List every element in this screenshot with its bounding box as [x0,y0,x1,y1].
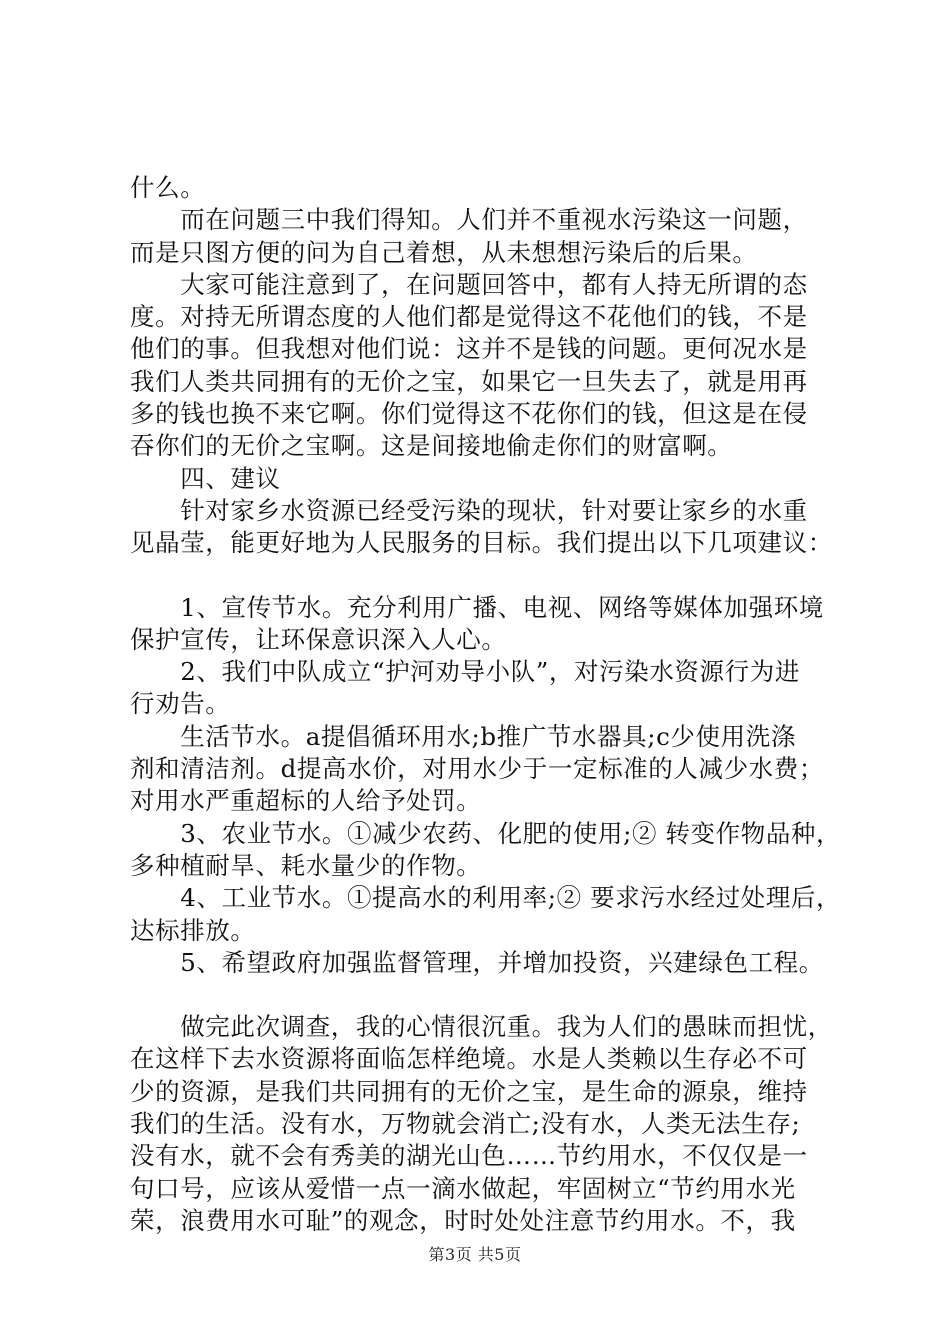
text-line: 而在问题三中我们得知。人们并不重视水污染这一问题， [130,205,808,235]
text-line: 见晶莹，能更好地为人民服务的目标。我们提出以下几项建议： [130,528,833,558]
list-item-line: 生活节水。a提倡循环用水;b推广节水器具;c少使用洗涤 [130,721,796,751]
text-line: 度。对持无所谓态度的人他们都是觉得这不花他们的钱，不是 [130,302,808,332]
text-line: 他们的事。但我想对他们说：这并不是钱的问题。更何况水是 [130,334,808,364]
text-line: 针对家乡水资源已经受污染的现状，针对要让家乡的水重 [130,495,808,525]
list-item-line: 行劝告。 [130,689,231,719]
list-item-line: 4、工业节水。①提高水的利用率;② 要求污水经过处理后， [130,883,842,913]
text-line: 我们的生活。没有水，万物就会消亡;没有水，人类无法生存; [130,1109,801,1139]
blank-line [130,979,830,1011]
text-line: 多的钱也换不来它啊。你们觉得这不花你们的钱，但这是在侵 [130,399,808,429]
text-line: 我们人类共同拥有的无价之宝，如果它一旦失去了，就是用再 [130,366,808,396]
page-number-footer: 第3页 共5页 [428,1245,522,1264]
document-body [130,172,842,1237]
section-heading: 四、建议 [130,463,281,493]
text-line: 在这样下去水资源将面临怎样绝境。水是人类赖以生存必不可 [130,1044,808,1074]
list-item-line: 5、希望政府加强监督管理，并增加投资，兴建绿色工程。 [130,947,824,977]
list-item-line: 剂和清洁剂。d提高水价，对用水少于一定标准的人减少水费； [130,754,824,784]
list-item-line: 达标排放。 [130,915,256,945]
blank-line [130,560,830,592]
text-line: 而是只图方便的问为自己着想，从未想想污染后的后果。 [130,237,758,267]
text-line: 少的资源，是我们共同拥有的无价之宝，是生命的源泉，维持 [130,1076,808,1106]
list-item-line: 2、我们中队成立“护河劝导小队”，对污染水资源行为进 [130,657,800,687]
text-line: 什么。 [130,173,206,202]
text-line: 荣，浪费用水可耻”的观念，时时处处注意节约用水。不，我 [130,1205,796,1235]
list-item-line: 保护宣传，让环保意识深入人心。 [130,624,507,654]
list-item-line: 1、宣传节水。充分利用广播、电视、网络等媒体加强环境 [130,592,824,622]
text-line: 没有水，就不会有秀美的湖光山色……节约用水，不仅仅是一 [130,1141,808,1171]
list-item-line: 对用水严重超标的人给予处罚。 [130,786,482,816]
list-item-line: 多种植耐旱、耗水量少的作物。 [130,850,482,880]
text-line: 句口号，应该从爱惜一点一滴水做起，牢固树立“节约用水光 [130,1173,796,1203]
list-item-line: 3、农业节水。①减少农药、化肥的使用;② 转变作物品种， [130,818,842,848]
text-line: 大家可能注意到了，在问题回答中，都有人持无所谓的态 [130,269,808,299]
text-line: 做完此次调查，我的心情很沉重。我为人们的愚昧而担忧， [130,1012,833,1042]
text-line: 吞你们的无价之宝啊。这是间接地偷走你们的财富啊。 [130,431,733,461]
